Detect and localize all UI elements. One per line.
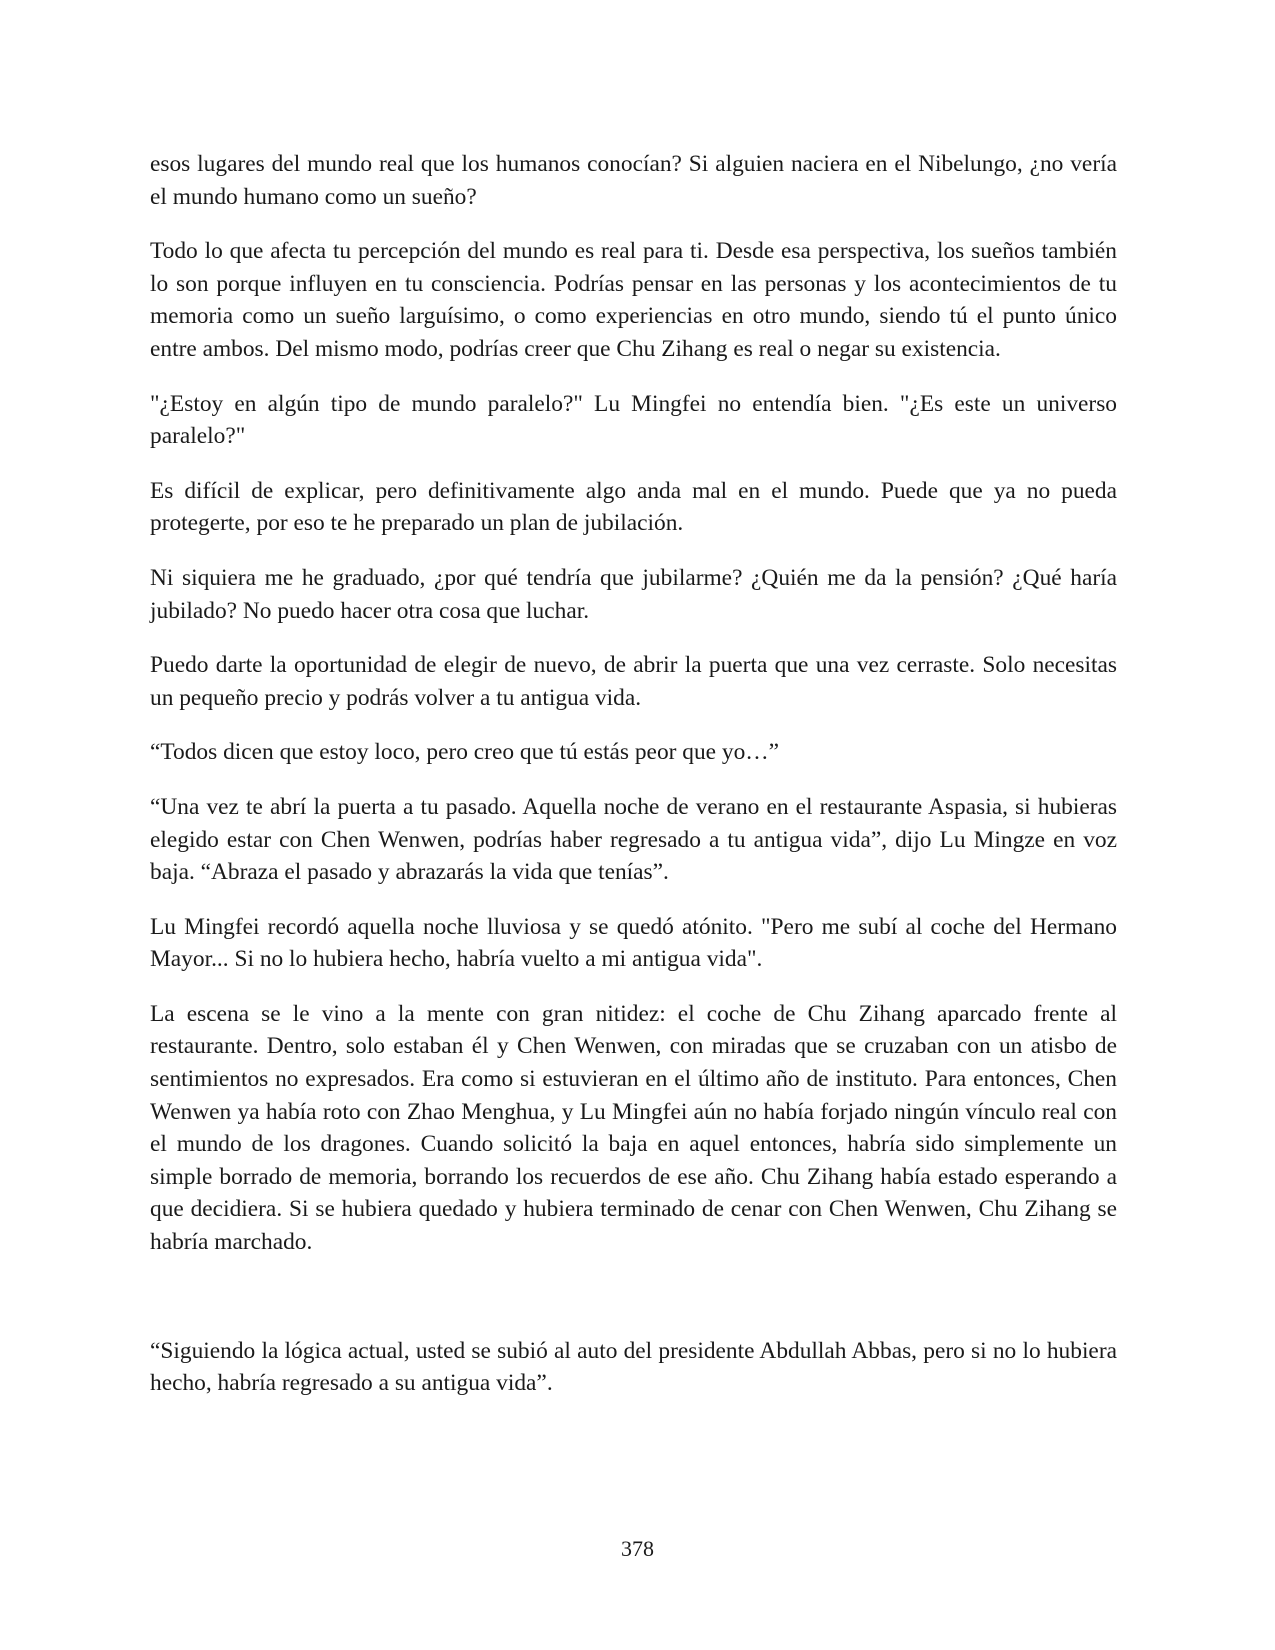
paragraph-3: "¿Estoy en algún tipo de mundo paralelo?" Lu Mingfei no entendía bien. "¿Es este un universo paralelo?" — [150, 390, 1117, 450]
paragraph-7: “Todos dicen que estoy loco, pero creo que tú estás peor que yo…” — [150, 739, 780, 766]
paragraph-4: Es difícil de explicar, pero definitivamente algo anda mal en el mundo. Puede que ya no pueda protegerte, por eso te he preparado un plan de jubilación. — [150, 477, 1117, 537]
body-text — [150, 148, 1117, 1422]
paragraph-8: “Una vez te abrí la puerta a tu pasado. Aquella noche de verano en el restaurante Aspasia, si hubieras elegido estar con Chen Wenwen, podrías haber regresado a tu antigua vida”, dijo Lu Mingze en voz baja. “Abraza el pasado y abrazarás la vida que tenías”. — [150, 793, 1117, 886]
paragraph-10: La escena se le vino a la mente con gran nitidez: el coche de Chu Zihang aparcado frente al restaurante. Dentro, solo estaban él y Chen Wenwen, con miradas que se cruzaban con un atisbo de sentimientos no expresados. Era como si estuvieran en el último año de instituto. Para entonces, Chen Wenwen ya había roto con Zhao Menghua, y Lu Mingfei aún no había forjado ningún vínculo real con el mundo de los dragones. Cuando solicitó la baja en aquel entonces, habría sido simplemente un simple borrado de memoria, borrando los recuerdos de ese año. Chu Zihang había estado esperando a que decidiera. Si se hubiera quedado y hubiera terminado de cenar con Chen Wenwen, Chu Zihang se habría marchado. — [150, 1000, 1117, 1256]
page-number: 378 — [621, 1536, 654, 1561]
paragraph-11: “Siguiendo la lógica actual, usted se subió al auto del presidente Abdullah Abbas, pero si no lo hubiera hecho, habría regresado a su antigua vida”. — [150, 1337, 1117, 1397]
paragraph-2: Todo lo que afecta tu percepción del mundo es real para ti. Desde esa perspectiva, los sueños también lo son porque influyen en tu consciencia. Podrías pensar en las personas y los acontecimientos de tu memoria como un sueño larguísimo, o como experiencias en otro mundo, siendo tú el punto único entre ambos. Del mismo modo, podrías creer que Chu Zihang es real o negar su existencia. — [150, 238, 1117, 362]
paragraph-9: Lu Mingfei recordó aquella noche lluviosa y se quedó atónito. "Pero me subí al coche del Hermano Mayor... Si no lo hubiera hecho, habría vuelto a mi antigua vida". — [150, 913, 1117, 973]
paragraph-6: Puedo darte la oportunidad de elegir de nuevo, de abrir la puerta que una vez cerraste. Solo necesitas un pequeño precio y podrás volver a tu antigua vida. — [150, 652, 1117, 711]
paragraph-5: Ni siquiera me he graduado, ¿por qué tendría que jubilarme? ¿Quién me da la pensión? ¿Qué haría jubilado? No puedo hacer otra cosa que luchar. — [150, 564, 1117, 624]
paragraph-1: esos lugares del mundo real que los humanos conocían? Si alguien naciera en el Nibelungo, ¿no vería el mundo humano como un sueño? — [150, 151, 1117, 210]
